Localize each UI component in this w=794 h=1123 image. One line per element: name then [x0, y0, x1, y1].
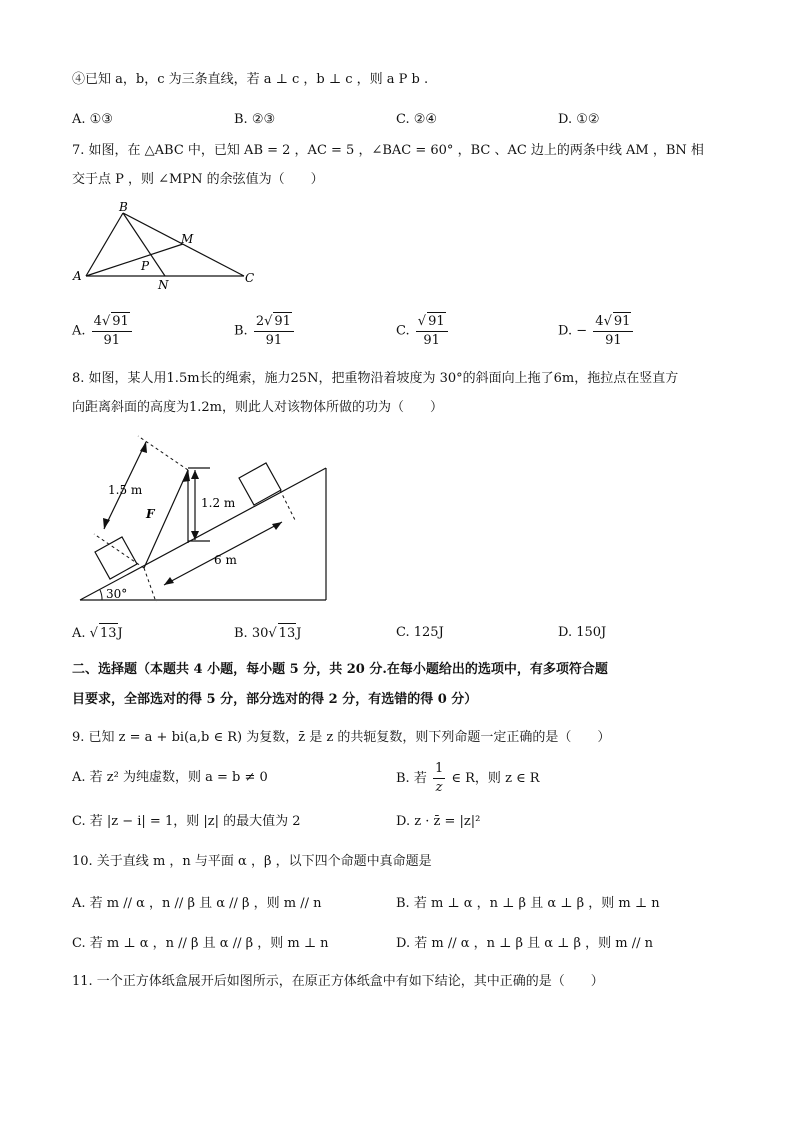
height-label: 1.2 m	[201, 496, 236, 510]
q8-stem-line2: 向距离斜面的高度为1.2m，则此人对该物体所做的功为（ ）	[72, 400, 444, 415]
force-label: F	[146, 507, 155, 521]
q8-incline-figure	[72, 430, 332, 605]
label-a: A	[73, 269, 82, 283]
rope-label: 1.5 m	[108, 483, 143, 497]
q8-option-a: A. √ 13J	[72, 623, 123, 644]
label-p: P	[141, 259, 150, 273]
label-b: B	[119, 200, 128, 214]
q9-stem: 9. 已知 z = a + bi(a,b ∈ R) 为复数，z̄ 是 z 的共轭复数，则下列命题一定正确的是（ ）	[72, 730, 611, 745]
q10-option-c: C. 若 m ⊥ α ，n // β 且 α // β ，则 m ⊥ n	[72, 936, 329, 951]
angle-label: 30°	[106, 587, 128, 601]
q9-option-c: C. 若 |z − i| = 1，则 |z| 的最大值为 2	[72, 814, 301, 829]
q7-option-b: B. $\frac{2√ 91}{91}$	[234, 312, 296, 350]
q7-option-d: D. − $\frac{4√ 91}{91}$	[558, 312, 635, 350]
q6-option-d: D. ①②	[558, 112, 600, 127]
q9-option-a: A. 若 z² 为纯虚数，则 a = b ≠ 0	[72, 770, 268, 785]
q7-triangle-figure	[68, 200, 268, 292]
q8-option-d: D. 150J	[558, 625, 607, 640]
q10-option-a: A. 若 m // α ，n // β 且 α // β ，则 m // n	[72, 896, 322, 911]
q10-stem: 10. 关于直线 m ，n 与平面 α ，β ，以下四个命题中真命题是	[72, 854, 432, 869]
label-c: C	[245, 271, 255, 285]
label-n: N	[158, 278, 169, 292]
q7-option-c: C. $\frac{√ 91}{91}$	[396, 312, 450, 350]
label-m: M	[181, 232, 194, 246]
distance-label: 6 m	[214, 553, 237, 567]
q7-stem-line1: 7. 如图，在 △ABC 中，已知 AB = 2 ，AC = 5 ，∠BAC = 60° ，BC 、AC 边上的两条中线 AM ，BN 相	[72, 143, 704, 158]
item-4-statement: ④已知 a，b，c 为三条直线，若 a ⊥ c ，b ⊥ c ，则 a P b .	[72, 72, 429, 87]
q6-option-c: C. ②④	[396, 112, 438, 127]
q7-stem-line2: 交于点 P ，则 ∠MPN 的余弦值为（ ）	[72, 172, 324, 187]
q9-option-b: B. 若 $\frac{1}{z}$ ∈ R，则 z ∈ R	[396, 761, 540, 795]
q7-option-a: A. $\frac{4√ 91}{91}$	[72, 312, 134, 350]
q8-stem-line1: 8. 如图，某人用1.5m长的绳索，施力25N，把重物沿着坡度为 30°的斜面向上拖了6m，拖拉点在竖直方	[72, 371, 679, 386]
q9-option-d: D. z · z̄ = |z|²	[396, 814, 481, 829]
q11-stem: 11. 一个正方体纸盒展开后如图所示，在原正方体纸盒中有如下结论，其中正确的是（ ）	[72, 974, 604, 989]
q8-option-b: B. 30√ 13J	[234, 623, 301, 644]
q8-option-c: C. 125J	[396, 625, 444, 640]
upper-box	[239, 463, 281, 505]
median-am	[86, 244, 183, 276]
angle-arc	[100, 590, 102, 600]
q6-option-a: A. ①③	[72, 112, 113, 127]
section-2-heading-line2: 目要求，全部选对的得 5 分，部分选对的得 2 分，有选错的得 0 分）	[72, 692, 478, 707]
side-ab	[86, 213, 123, 276]
q10-option-b: B. 若 m ⊥ α ，n ⊥ β 且 α ⊥ β ，则 m ⊥ n	[396, 896, 660, 911]
q10-option-d: D. 若 m // α ，n ⊥ β 且 α ⊥ β ，则 m // n	[396, 936, 654, 951]
section-2-heading-line1: 二、选择题（本题共 4 小题，每小题 5 分，共 20 分.在每小题给出的选项中，有多项符合题	[72, 662, 608, 677]
q6-option-b: B. ②③	[234, 112, 276, 127]
